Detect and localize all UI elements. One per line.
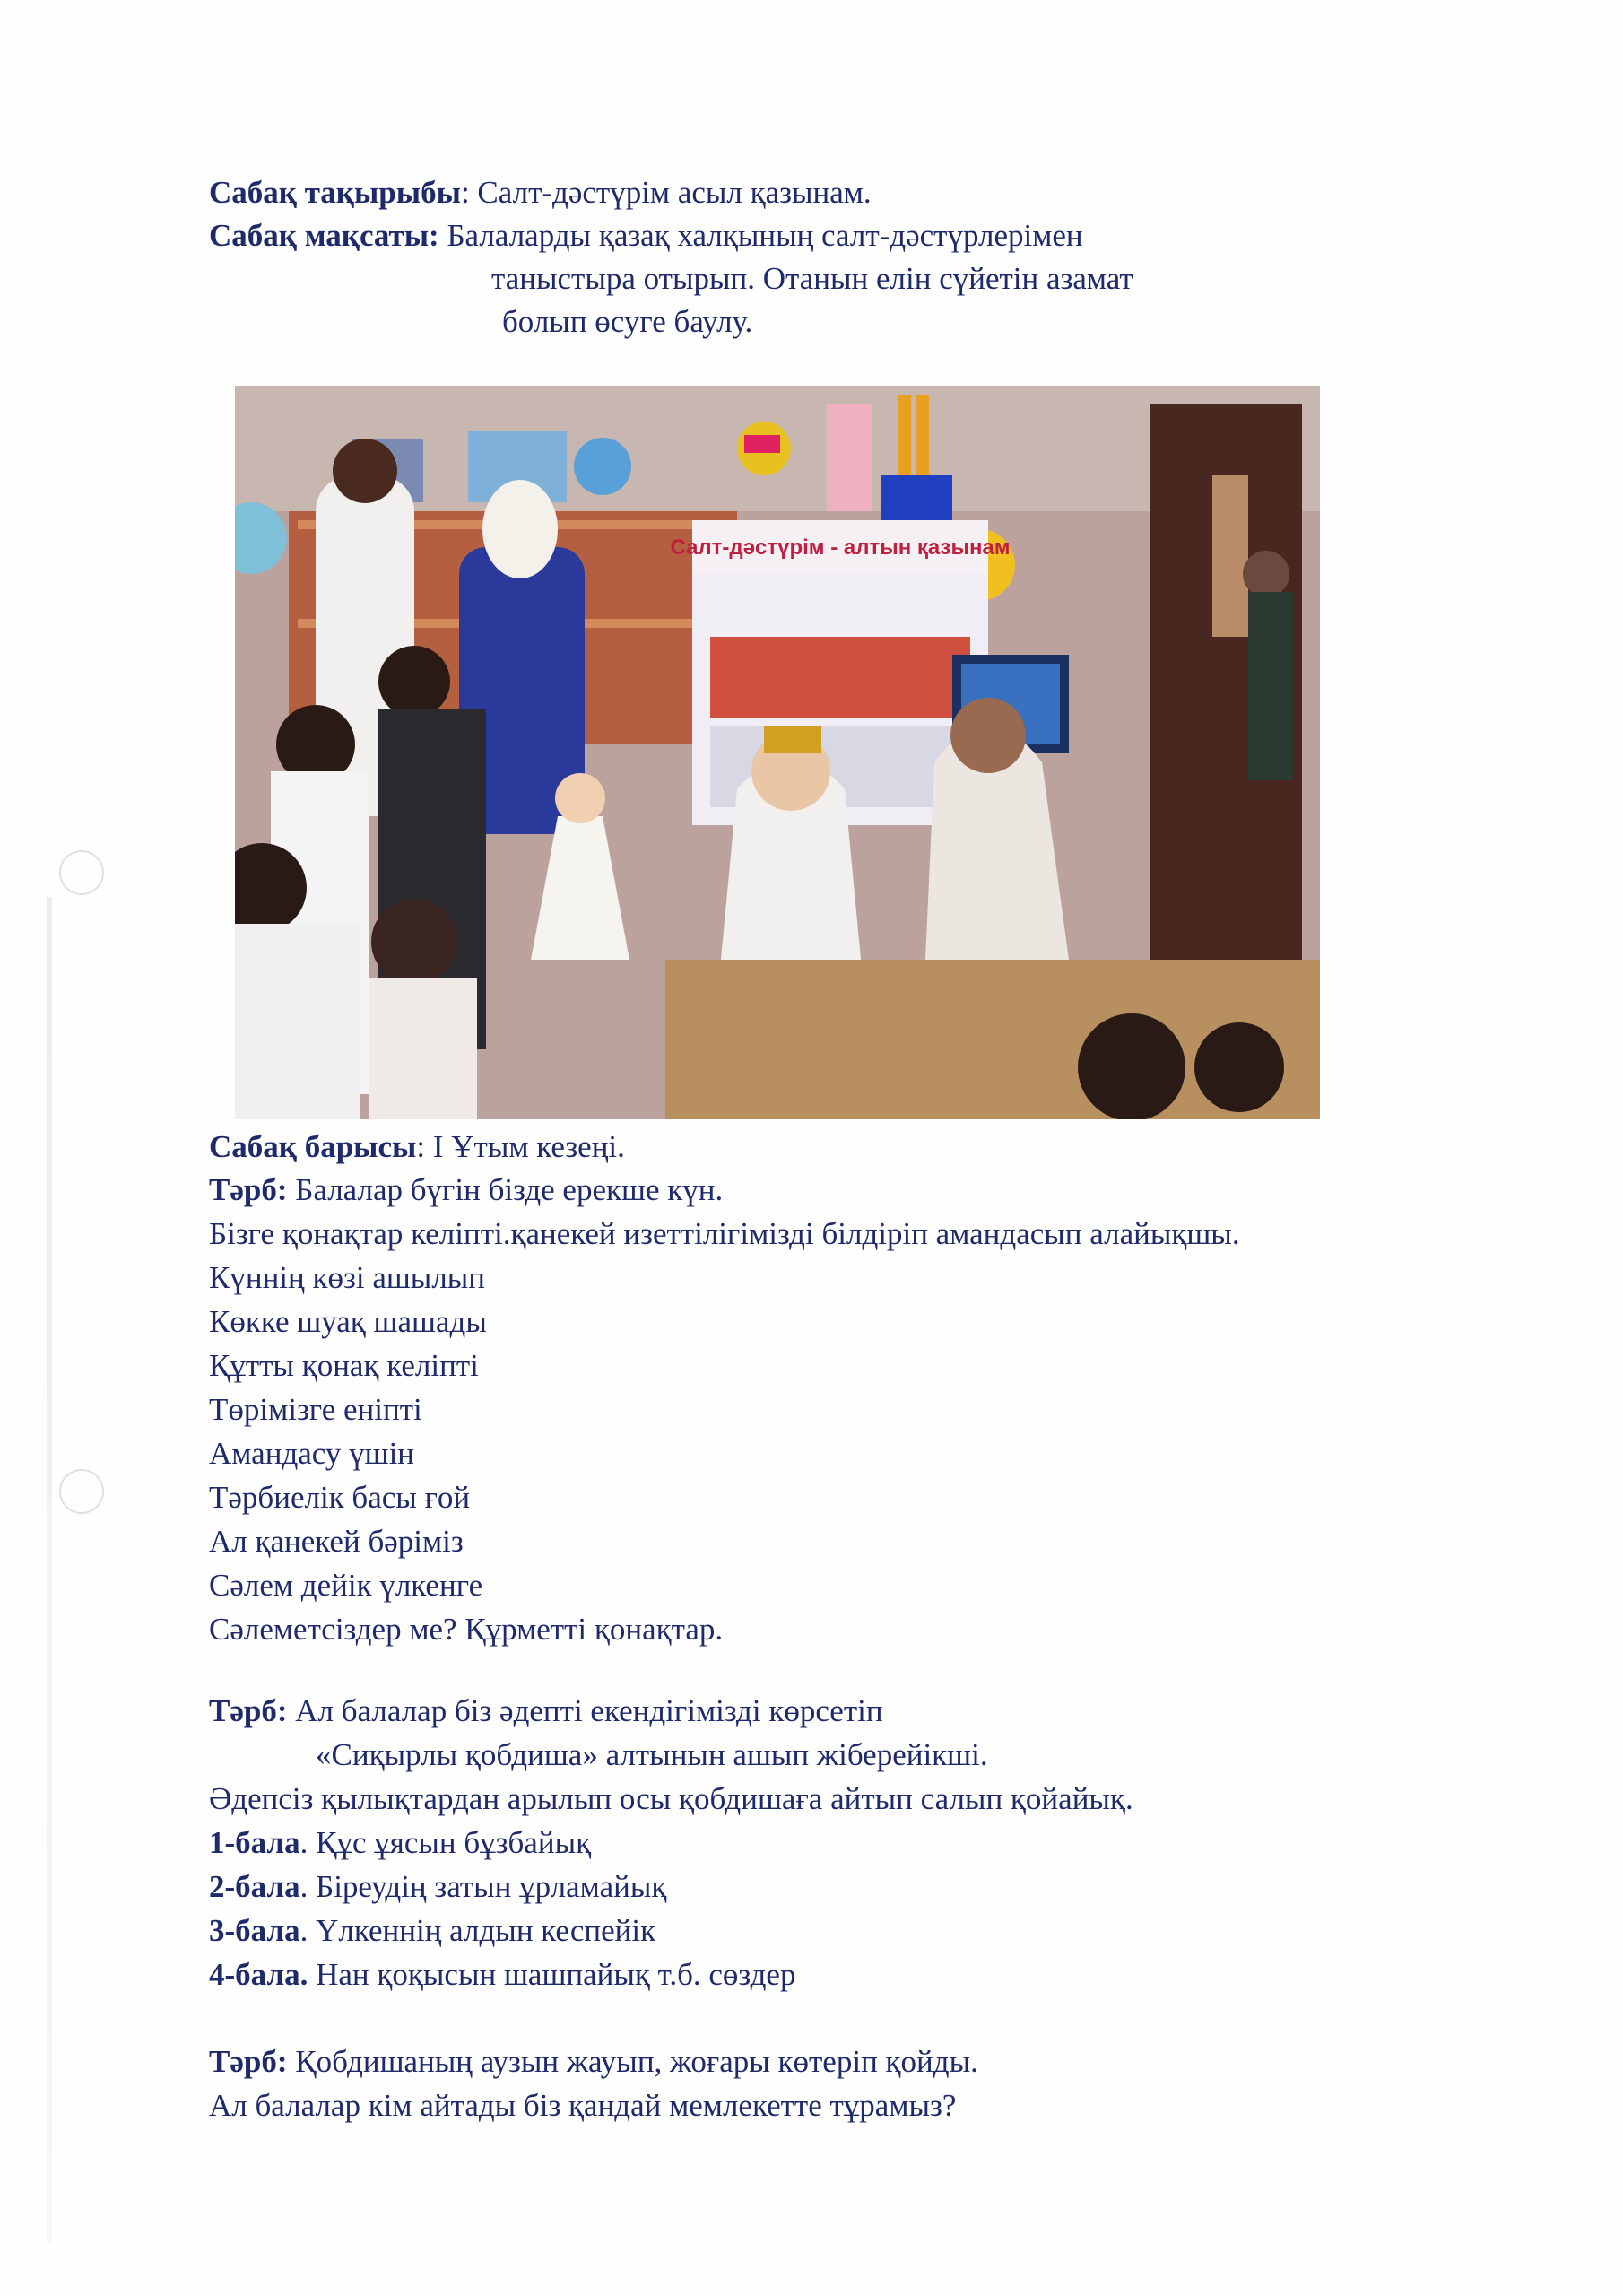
greeting-line: Сәлеметсіздер ме? Құрметті қонақтар. [209, 1612, 724, 1647]
lesson-topic-label: Сабақ тақырыбы [209, 175, 461, 210]
teacher-label: Тәрб: [209, 1172, 288, 1207]
child-line: 2-бала. Біреудің затын ұрламайық [209, 1869, 667, 1904]
lesson-progress-text: І Ұтым кезеңі. [425, 1129, 625, 1164]
photo-banner-text: Салт-дәстүрім - алтын қазынам [670, 535, 1011, 560]
child-label: 2-бала [209, 1869, 300, 1904]
lesson-progress-label: Сабақ барысы [209, 1129, 417, 1164]
binder-hole [59, 850, 104, 895]
binder-hole [59, 1469, 104, 1514]
poem-line: Ал қанекей бәріміз [209, 1524, 464, 1559]
lesson-topic-line: Сабақ тақырыбы: Салт-дәстүрім асыл қазынам. [209, 175, 872, 210]
teacher-line: Тәрб: Қобдишаның аузын жауып, жоғары көтеріп қойды. [209, 2044, 978, 2079]
poem-line: Төрімізге еніпті [209, 1392, 422, 1427]
poem-line: Күннің көзі ашылып [209, 1260, 486, 1295]
poem-line: Тәрбиелік басы ғой [209, 1480, 471, 1515]
lesson-goal-line-3: болып өсуге баулу. [502, 304, 753, 339]
child-label: 4-бала. [209, 1957, 308, 1992]
lesson-goal-line [209, 215, 1083, 257]
teacher-label: Тәрб: [209, 2044, 288, 2079]
text-line: Әдепсіз қылықтардан арылып осы қобдишаға айтып салып қойайық. [209, 1781, 1133, 1816]
teacher-line: Тәрб: Балалар бүгін бізде ерекше күн. [209, 1172, 724, 1207]
child-line: 3-бала. Үлкеннің алдын кеспейік [209, 1913, 656, 1948]
lesson-progress-line: Сабақ барысы: І Ұтым кезеңі. [209, 1129, 625, 1164]
text-line: Бізге қонақтар келіпті.қанекей изеттілігімізді білдіріп амандасып алайықшы. [209, 1216, 1240, 1251]
teacher-label: Тәрб: [209, 1693, 288, 1728]
lesson-topic-text: Салт-дәстүрім асыл қазынам. [469, 175, 872, 210]
text-line: «Сиқырлы қобдиша» алтынын ашып жіберейікші. [316, 1737, 988, 1772]
child-label: 1-бала [209, 1825, 300, 1860]
child-line: 1-бала. Құс ұясын бұзбайық [209, 1825, 592, 1860]
poem-line: Сәлем дейік үлкенге [209, 1568, 483, 1603]
poem-line: Құтты қонақ келіпті [209, 1348, 479, 1383]
teacher-line: Тәрб: Ал балалар біз әдепті екендігімізді көрсетіп [209, 1693, 883, 1728]
lesson-goal-line-2: таныстыра отырып. Отанын елін сүйетін азамат [491, 261, 1133, 296]
question-line: Ал балалар кім айтады біз қандай мемлекетте тұрамыз? [209, 2088, 957, 2123]
scan-edge-shadow [47, 897, 52, 2242]
child-line: 4-бала. Нан қоқысын шашпайық т.б. сөздер [209, 1957, 796, 1992]
poem-line: Көкке шуақ шашады [209, 1304, 487, 1339]
classroom-photo [235, 386, 1320, 1119]
lesson-goal-label: Сабақ мақсаты: [209, 218, 439, 253]
poem-line: Амандасу үшін [209, 1436, 415, 1471]
lesson-goal-text: Балаларды қазақ халқының салт-дәстүрлерімен [438, 218, 1083, 253]
child-label: 3-бала [209, 1913, 300, 1948]
